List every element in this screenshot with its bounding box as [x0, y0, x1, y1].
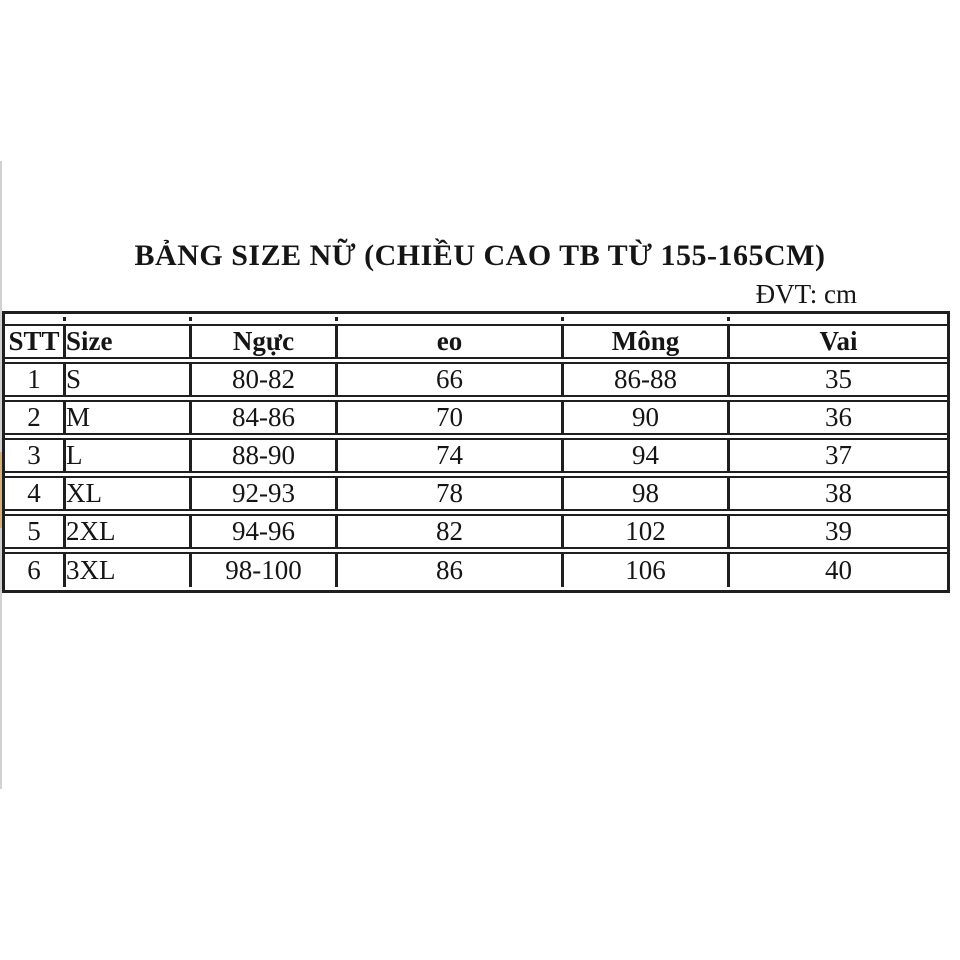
page-title: BẢNG SIZE NỮ (CHIỀU CAO TB TỪ 155-165CM)	[134, 239, 826, 272]
cell-nguc: 88-90	[189, 438, 335, 473]
column-header-eo: eo	[335, 324, 561, 359]
cell-stt: 6	[5, 552, 63, 587]
cell-size: S	[63, 362, 189, 397]
cell-mong: 102	[561, 514, 727, 549]
cell-eo: 86	[335, 552, 561, 587]
column-header-stt: STT	[5, 324, 63, 359]
cell-mong: 106	[561, 552, 727, 587]
table-row	[5, 514, 947, 549]
table-row	[5, 362, 947, 397]
table-row	[5, 476, 947, 511]
cell-nguc: 92-93	[189, 476, 335, 511]
cell-eo: 78	[335, 476, 561, 511]
cell-stt: 2	[5, 400, 63, 435]
cell-nguc: 84-86	[189, 400, 335, 435]
cell-mong: 90	[561, 400, 727, 435]
table-row	[5, 552, 947, 587]
cell-mong: 94	[561, 438, 727, 473]
cell-stt: 3	[5, 438, 63, 473]
cell-eo: 82	[335, 514, 561, 549]
cell-stt: 4	[5, 476, 63, 511]
cell-size: L	[63, 438, 189, 473]
header-row	[5, 324, 947, 359]
cell-size: XL	[63, 476, 189, 511]
cell-eo: 66	[335, 362, 561, 397]
column-header-size: Size	[63, 324, 189, 359]
cell-stt: 5	[5, 514, 63, 549]
cell-eo: 74	[335, 438, 561, 473]
cell-vai: 37	[727, 438, 947, 473]
cell-vai: 35	[727, 362, 947, 397]
column-header-vai: Vai	[727, 324, 947, 359]
column-header-nguc: Ngực	[189, 324, 335, 359]
cell-nguc: 94-96	[189, 514, 335, 549]
cell-vai: 36	[727, 400, 947, 435]
table-top-sliver-row	[5, 317, 947, 321]
cell-vai: 40	[727, 552, 947, 587]
size-table	[5, 314, 947, 590]
unit-label: ĐVT: cm	[755, 279, 857, 309]
size-table-frame	[2, 311, 950, 593]
cell-mong: 86-88	[561, 362, 727, 397]
table-row	[5, 438, 947, 473]
cell-vai: 38	[727, 476, 947, 511]
cell-eo: 70	[335, 400, 561, 435]
column-header-mong: Mông	[561, 324, 727, 359]
cell-vai: 39	[727, 514, 947, 549]
cell-size: 3XL	[63, 552, 189, 587]
cell-nguc: 98-100	[189, 552, 335, 587]
cell-size: M	[63, 400, 189, 435]
table-row	[5, 400, 947, 435]
cell-nguc: 80-82	[189, 362, 335, 397]
cell-stt: 1	[5, 362, 63, 397]
cell-size: 2XL	[63, 514, 189, 549]
cell-mong: 98	[561, 476, 727, 511]
